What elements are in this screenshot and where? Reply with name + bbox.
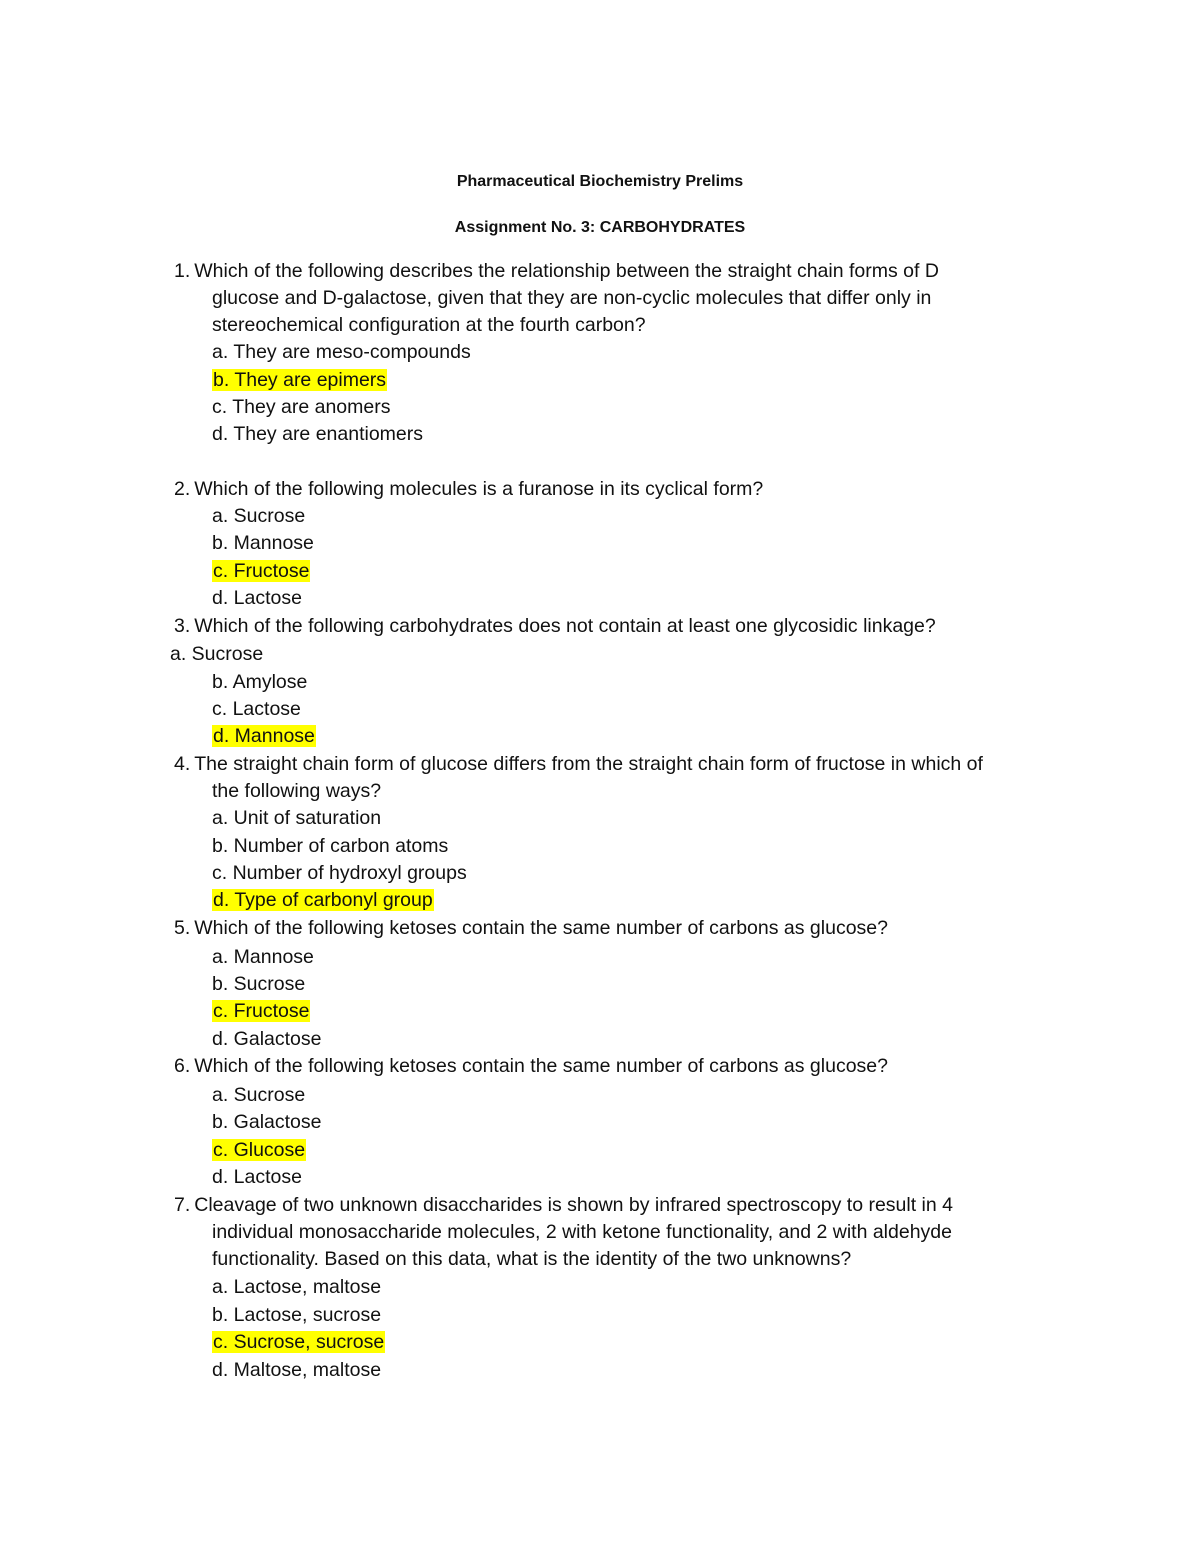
question-number: 4.: [174, 753, 191, 775]
question-text: Which of the following describes the relationship between the straight chain forms of D: [194, 260, 939, 282]
question-text: Which of the following ketoses contain the same number of carbons as glucose?: [194, 917, 888, 939]
option-c-answer: [212, 1137, 306, 1163]
option-a: a. Sucrose: [212, 505, 306, 527]
option-b: b. Mannose: [212, 532, 314, 554]
question-6: [174, 1053, 888, 1079]
question-number: 3.: [174, 615, 191, 637]
answer-highlight: b. They are epimers: [213, 369, 387, 391]
question-3: [174, 613, 936, 639]
question-text: The straight chain form of glucose differs from the straight chain form of fructose in which of: [194, 753, 983, 775]
question-text-continued: functionality. Based on this data, what is the identity of the two unknowns?: [212, 1248, 852, 1270]
question-number: 2.: [174, 478, 191, 500]
option-c-answer: [212, 998, 310, 1024]
option-d-answer: [212, 723, 316, 749]
option-d: d. They are enantiomers: [212, 423, 424, 445]
answer-highlight: d. Type of carbonyl group: [213, 889, 433, 911]
answer-highlight: c. Fructose: [213, 1000, 310, 1022]
option-d: d. Lactose: [212, 1166, 302, 1188]
option-b: b. Sucrose: [212, 973, 306, 995]
document-title: Pharmaceutical Biochemistry Prelims: [456, 173, 744, 190]
answer-highlight: c. Sucrose, sucrose: [213, 1331, 385, 1353]
option-c: c. Number of hydroxyl groups: [212, 862, 467, 884]
question-number: 5.: [174, 917, 191, 939]
question-text-continued: individual monosaccharide molecules, 2 with ketone functionality, and 2 with aldehyde: [212, 1221, 952, 1243]
question-number: 1.: [174, 260, 191, 282]
question-text-continued: the following ways?: [212, 780, 382, 802]
question-4: [174, 751, 983, 777]
question-text-continued: stereochemical configuration at the fourth carbon?: [212, 314, 646, 336]
question-text: Which of the following carbohydrates does not contain at least one glycosidic linkage?: [194, 615, 936, 637]
question-7: [174, 1192, 953, 1218]
question-text: Which of the following ketoses contain the same number of carbons as glucose?: [194, 1055, 888, 1077]
option-d: d. Galactose: [212, 1028, 322, 1050]
option-b: b. Amylose: [212, 671, 308, 693]
answer-highlight: c. Fructose: [213, 560, 310, 582]
option-c-answer: [212, 558, 310, 584]
assignment-subtitle: Assignment No. 3: CARBOHYDRATES: [454, 219, 746, 236]
option-a: a. Sucrose: [170, 643, 264, 665]
option-c-answer: [212, 1329, 385, 1355]
option-b-answer: [212, 367, 387, 393]
question-1: [174, 258, 939, 284]
question-text: Cleavage of two unknown disaccharides is shown by infrared spectroscopy to result in 4: [194, 1194, 953, 1216]
option-a: a. Unit of saturation: [212, 807, 382, 829]
question-text-continued: glucose and D-galactose, given that they are non-cyclic molecules that differ only in: [212, 287, 932, 309]
question-text: Which of the following molecules is a furanose in its cyclical form?: [194, 478, 764, 500]
question-5: [174, 915, 888, 941]
question-2: [174, 476, 763, 502]
option-a: a. Lactose, maltose: [212, 1276, 382, 1298]
option-d-answer: [212, 887, 434, 913]
option-c: c. Lactose: [212, 698, 301, 720]
option-d: d. Lactose: [212, 587, 302, 609]
answer-highlight: c. Glucose: [213, 1139, 306, 1161]
option-b: b. Lactose, sucrose: [212, 1304, 382, 1326]
question-number: 6.: [174, 1055, 191, 1077]
question-number: 7.: [174, 1194, 191, 1216]
option-d: d. Maltose, maltose: [212, 1359, 382, 1381]
answer-highlight: d. Mannose: [213, 725, 315, 747]
option-a: a. They are meso-compounds: [212, 341, 471, 363]
option-c: c. They are anomers: [212, 396, 391, 418]
option-a: a. Mannose: [212, 946, 314, 968]
option-b: b. Number of carbon atoms: [212, 835, 449, 857]
option-b: b. Galactose: [212, 1111, 322, 1133]
option-a: a. Sucrose: [212, 1084, 306, 1106]
